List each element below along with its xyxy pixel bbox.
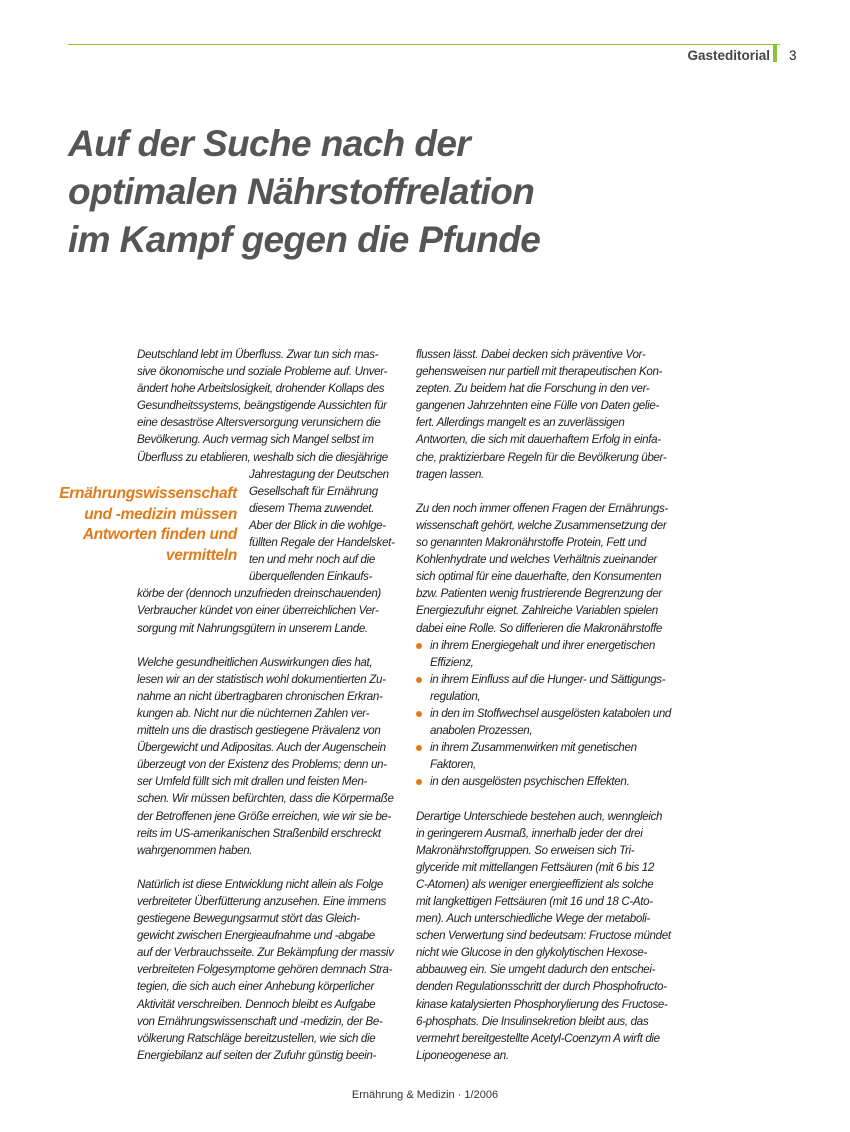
- text-line: eine desaströse Altersversorgung verunsichern die: [137, 416, 381, 430]
- text-line: nicht wie Glucose in den glykolytischen Hexose-: [416, 946, 648, 960]
- text-line: Gesellschaft für Ernährung: [249, 484, 378, 498]
- text-line: ten und mehr noch auf die: [249, 553, 375, 567]
- text-line: men). Auch unterschiedliche Wege der metaboli-: [416, 912, 650, 926]
- text-line: Antworten, die sich mit dauerhaftem Erfolg in einfa-: [416, 433, 661, 447]
- text-line: Liponeogenese an.: [416, 1048, 509, 1062]
- text-line: mit langkettigen Fettsäuren (mit 16 und 18 C-Ato-: [416, 895, 653, 908]
- text-line: sich optimal für eine dauerhafte, den Konsumenten: [416, 570, 662, 584]
- text-line: in den ausgelösten psychischen Effekten.: [430, 775, 630, 789]
- text-line: mitteln uns die drastisch gestiegene Prävalenz von: [137, 724, 381, 738]
- paragraph-gap: [416, 790, 688, 807]
- text-line: in ihrem Einfluss auf die Hunger- und Sättigungs-: [430, 672, 666, 686]
- text-line: Gesundheitssystems, beängstigende Aussichten für: [137, 399, 387, 413]
- right-column: [416, 346, 688, 1064]
- text-line: gestiegene Bewegungsarmut stört das Gleich-: [137, 912, 360, 926]
- bullet-list: [416, 637, 688, 791]
- bullet-continuation: anabolen Prozessen,: [430, 724, 533, 738]
- text-line: bzw. Patienten wenig frustrierende Begrenzung der: [416, 587, 662, 601]
- text-line: schen. Wir müssen befürchten, dass die Körpermaße: [137, 792, 394, 806]
- section-accent-bar: [773, 45, 777, 62]
- title-line: optimalen Nährstoffrelation: [68, 171, 535, 212]
- text-line: Energiebilanz auf seiten der Zufuhr günstig beein-: [137, 1048, 377, 1062]
- paragraph-gap: [137, 637, 407, 654]
- text-line: zepten. Zu beidem hat die Forschung in den ver-: [416, 382, 650, 396]
- bullet-item: [416, 773, 688, 790]
- text-line: so genannten Makronährstoffe Protein, Fett und: [416, 536, 647, 550]
- text-line: in ihrem Zusammenwirken mit genetischen: [430, 741, 637, 755]
- text-line: Energiezufuhr eignet. Zahlreiche Variablen spielen: [416, 604, 658, 618]
- text-line: gangenen Jahrzehnten eine Fülle von Daten gelie-: [416, 399, 659, 413]
- text-line: denden Regulationsschritt der durch Phosphofructo-: [416, 980, 667, 994]
- text-line: der Betroffenen jene Größe erreichen, wie wir sie be-: [137, 809, 392, 823]
- text-line: ser Umfeld füllt sich mit drallen und feisten Men-: [137, 775, 367, 789]
- text-line: diesem Thema zuwendet.: [249, 501, 375, 515]
- text-line: füllten Regale der Handelsket-: [249, 536, 395, 550]
- text-line: tragen lassen.: [416, 467, 484, 481]
- text-line: glyceride mit mittellangen Fettsäuren (mit 6 bis 12: [416, 860, 654, 874]
- pull-quote-line: vermitteln: [165, 546, 237, 564]
- text-line: kinase katalysierten Phosphorylierung des Fructose-: [416, 997, 668, 1011]
- text-line: körbe der (dennoch unzufrieden dreinschauenden): [137, 587, 381, 601]
- bullet-item: [416, 671, 688, 688]
- text-line: ändert hohe Arbeitslosigkeit, drohender Kollaps des: [137, 382, 385, 396]
- left-column: [137, 346, 407, 1064]
- text-line: Aber der Blick in die wohlge-: [249, 518, 386, 532]
- paragraph-3: [137, 876, 407, 1064]
- bullet-item: [416, 637, 688, 654]
- pull-quote-line: Antworten finden und: [82, 526, 237, 543]
- text-line: verbreiteten Folgesymptome gehören demnach Stra-: [137, 963, 393, 977]
- text-line: wahrgenommen haben.: [137, 843, 253, 857]
- text-line: Deutschland lebt im Überfluss. Zwar tun sich mas-: [137, 348, 379, 361]
- text-line: Aktivität verschreiben. Dennoch bleibt es Aufgabe: [137, 997, 376, 1011]
- text-line: abbauweg ein. Sie umgeht dadurch den entschei-: [416, 963, 656, 977]
- text-line: Natürlich ist diese Entwicklung nicht allein als Folge: [137, 877, 383, 891]
- paragraph-4: [416, 346, 688, 483]
- bullet-item: [416, 739, 688, 756]
- text-line: völkerung Ratschläge bereitzustellen, wie sich die: [137, 1031, 376, 1045]
- paragraph-2: [137, 654, 407, 859]
- bullet-item: [416, 705, 688, 722]
- text-line: che, praktizierbare Regeln für die Bevölkerung über-: [416, 450, 667, 464]
- text-line: gewicht zwischen Energieaufnahme und -abgabe: [137, 929, 375, 943]
- pull-quote-line: Ernährungswissenschaft: [59, 485, 237, 502]
- text-line: sive ökonomische und soziale Probleme auf. Unver-: [137, 365, 388, 379]
- bullet-icon: [416, 711, 422, 717]
- text-line: dabei eine Rolle. So differieren die Makronährstoffe: [416, 621, 663, 635]
- text-line: in ihrem Energiegehalt und ihrer energetischen: [430, 638, 655, 652]
- text-line: Makronährstoffgruppen. So erweisen sich Tri-: [416, 843, 635, 857]
- text-line: kungen ab. Nicht nur die nüchternen Zahlen ver-: [137, 706, 370, 720]
- text-line: flussen lässt. Dabei decken sich präventive Vor-: [416, 348, 646, 361]
- bullet-continuation: regulation,: [430, 689, 481, 703]
- paragraph-1: [137, 346, 407, 637]
- text-line: reits im US-amerikanischen Straßenbild erschreckt: [137, 826, 381, 840]
- text-line: fert. Allerdings mangelt es an zuverlässigen: [416, 416, 625, 430]
- text-line: Derartige Unterschiede bestehen auch, wenngleich: [416, 809, 663, 823]
- text-line: in geringerem Ausmaß, innerhalb jeder der drei: [416, 826, 643, 840]
- bullet-icon: [416, 745, 422, 751]
- text-line: überzeugt von der Existenz des Problems; denn un-: [137, 758, 387, 772]
- paragraph-5: [416, 500, 688, 637]
- paragraph-6: [416, 808, 688, 1064]
- text-line: nahme an nicht übertragbaren chronischen Erkran-: [137, 689, 383, 703]
- text-line: C-Atomen) als weniger energieeffizient als solche: [416, 877, 654, 891]
- page-footer: Ernährung & Medizin · 1/2006: [351, 1089, 499, 1101]
- text-line: von Ernährungswissenschaft und -medizin, der Be-: [137, 1014, 383, 1028]
- text-line: Zu den noch immer offenen Fragen der Ernährungs-: [416, 501, 668, 515]
- text-line: Übergewicht und Adipositas. Auch der Augenschein: [137, 741, 386, 755]
- text-line: Verbraucher kündet von einer überreichlichen Ver-: [137, 604, 379, 618]
- title-line: im Kampf gegen die Pfunde: [68, 219, 541, 260]
- page-number: 3: [789, 48, 797, 63]
- title-line: Auf der Suche nach der: [68, 123, 471, 164]
- text-line: gehensweisen nur partiell mit therapeutischen Kon-: [416, 365, 663, 379]
- text-line: in den im Stoffwechsel ausgelösten katabolen und: [430, 706, 672, 720]
- text-line: tegien, die sich auch einer Anhebung körperlicher: [137, 980, 375, 994]
- text-line: Kohlenhydrate und welches Verhältnis zueinander: [416, 553, 657, 567]
- text-line: lesen wir an der statistisch wohl dokumentierten Zu-: [137, 672, 386, 686]
- text-line: Jahrestagung der Deutschen: [249, 467, 389, 481]
- header-rule: [68, 44, 780, 45]
- text-line: überquellenden Einkaufs-: [249, 570, 373, 584]
- text-line: vermehrt bereitgestellte Acetyl-Coenzym A wirft die: [416, 1031, 660, 1045]
- pull-quote-line: und -medizin müssen: [84, 505, 237, 523]
- text-line: Bevölkerung. Auch vermag sich Mangel selbst im: [137, 433, 374, 447]
- text-line: 6-phosphats. Die Insulinsekretion bleibt aus, das: [416, 1014, 649, 1028]
- bullet-continuation: Effizienz,: [430, 655, 474, 669]
- text-line: schen Verwertung sind bedeutsam: Fructose mündet: [416, 929, 671, 943]
- text-line: Welche gesundheitlichen Auswirkungen dies hat,: [137, 655, 373, 669]
- paragraph-gap: [137, 859, 407, 876]
- text-line: Überfluss zu etablieren, weshalb sich die diesjährige: [137, 450, 388, 464]
- text-line: sorgung mit Nahrungsgütern in unserem Lande.: [137, 621, 368, 635]
- bullet-icon: [416, 677, 422, 683]
- paragraph-gap: [416, 483, 688, 500]
- section-label: Gasteditorial: [687, 48, 770, 63]
- article-title: [68, 120, 628, 264]
- text-line: verbreiteter Überfütterung anzusehen. Eine immens: [137, 895, 387, 908]
- bullet-continuation: Faktoren,: [430, 758, 476, 772]
- bullet-icon: [416, 779, 422, 785]
- text-line: auf der Verbrauchsseite. Zur Bekämpfung der massiv: [137, 946, 394, 960]
- text-line: wissenschaft gehört, welche Zusammensetzung der: [416, 518, 667, 532]
- bullet-icon: [416, 643, 422, 649]
